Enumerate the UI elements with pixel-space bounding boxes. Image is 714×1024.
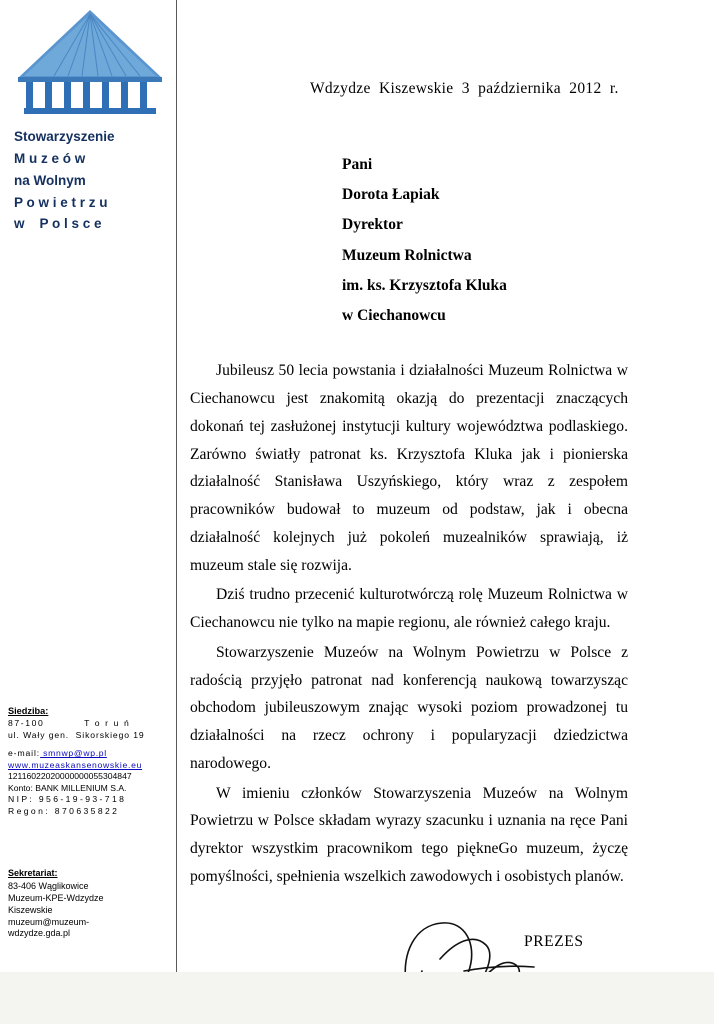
recipient-line-4: Muzeum Rolnictwa [342,246,472,264]
place-and-date: Wdzydze Kiszewskie 3 października 2012 r. [310,80,619,97]
recipient-line-2: Dorota Łapiak [342,186,440,204]
secretariat-email-line-1[interactable]: muzeum@muzeum- [8,916,90,927]
seat-address-line-2: ul. Wały gen. Sikorskiego 19 [8,729,145,740]
letter-paragraph-2: Dziś trudno przecenić kulturotwórczą rolę Muzeum Rolnictwa w Ciechanowcu nie tylko na mapie regionu, ale również całego kraju. [190,586,628,632]
seat-address-line-1: 87-100 T o r u ń [8,718,131,729]
email-address[interactable]: smnwp@wp.pl [40,748,107,759]
email-label: e-mail: [8,748,41,759]
org-name-line-1: Stowarzyszenie [14,129,115,144]
secretariat-line-2: Muzeum-KPE-Wdzydze [8,892,104,903]
nip-number: N I P : 9 5 6 - 1 9 - 9 3 - 7 1 8 [8,794,124,805]
letter-paragraph-4: W imieniu członków Stowarzyszenia Muzeów na Wolnym Powietrzu w Polsce składam wyrazy szacunku i uznania na ręce Pani dyrektor wszystkim pracownikom tego piękneGo muzeum, życzę pomyślności, spełnienia wszelkich zawodowych i osobistych planów. [190,784,628,885]
secretariat-block [8,868,174,940]
letterhead-divider [176,0,177,972]
email-row [8,748,174,760]
bank-name: Konto: BANK MILLENIUM S.A. [8,782,127,793]
secretariat-line-3: Kiszewskie [8,904,53,915]
letter-column [190,0,700,1015]
seat-contact-block [8,705,174,817]
secretariat-line-1: 83-406 Wąglikowice [8,880,89,891]
regon-number: R e g o n : 8 7 0 6 3 5 8 2 2 [8,805,117,816]
org-name-line-5: w P o l s c e [14,216,102,232]
spacer [8,741,174,748]
letterhead-column [8,8,170,235]
recipient-line-6: w Ciechanowcu [342,307,446,325]
recipient-line-1: Pani [342,156,373,173]
organization-name [14,126,170,235]
seat-header: Siedziba: [8,706,49,716]
recipient-line-5: im. ks. Krzysztofa Kluka [342,276,507,294]
letter-paragraph-3: Stowarzyszenie Muzeów na Wolnym Powietrzu w Polsce z radością przyjęło patronat nad konferencją naukową towarzysząc obchodom jubileuszowym znając wysoki poziom prowadzonej tu działalności na rzecz ochrony i popularyzacji dziedzictwa narodowego. [190,643,628,772]
signature-title: PREZES [524,932,584,950]
open-air-museum-house-logo-icon [14,8,166,116]
org-name-line-4: P o w i e t r z u [14,194,108,210]
recipient-line-3: Dyrektor [342,216,403,234]
secretariat-email-line-2[interactable]: wdzydze.gda.pl [8,928,71,939]
org-name-line-3: na Wolnym [14,172,86,188]
page-bottom-band [0,972,714,1024]
recipient-address [342,150,700,331]
secretariat-header: Sekretariat: [8,868,58,878]
website-url[interactable]: www.muzeaskansenowskie.eu [8,759,143,770]
org-name-line-2: M u z e ó w [14,150,86,166]
letter-paragraph-1: Jubileusz 50 lecia powstania i działalności Muzeum Rolnictwa w Ciechanowcu jest znakomitą okazją do prezentacji znaczących dokonań tej zasłużonej instytucji kultury województwa podlaskiego. Zarówno światły patronat ks. Krzysztofa Kluka jak i pionierska działalność Stanisława Uszyńskiego, który wraz z zespołem pracowników budował to muzeum od podstaw, jak i obecna działalność kolejnych już pokoleń muzealników sprawiają, iż muzeum stale się rozwija. [190,362,628,574]
letter-body [190,357,628,890]
bank-account-number: 12116022020000000055304847 [8,771,132,782]
